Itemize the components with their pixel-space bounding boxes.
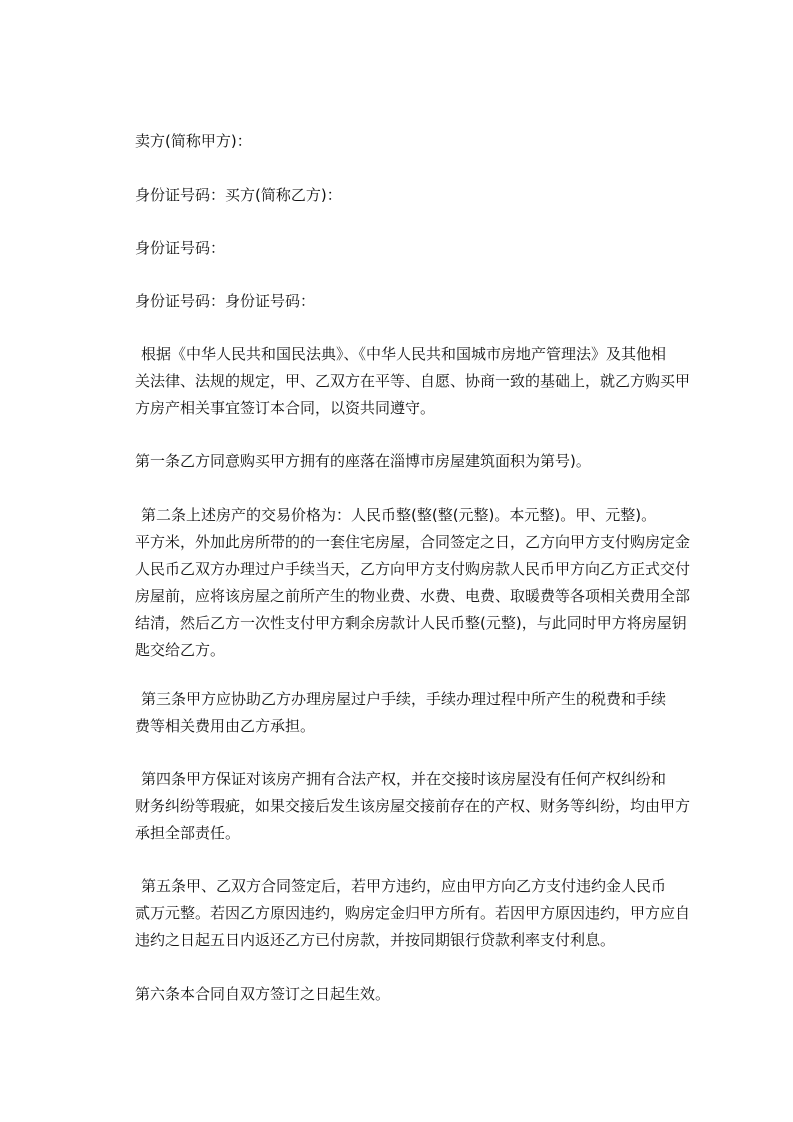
id-double-line: 身份证号码：身份证号码： bbox=[135, 292, 316, 310]
text-line: 第一条乙方同意购买甲方拥有的座落在淄博市房屋建筑面积为第号)。 bbox=[135, 452, 591, 470]
text-line: 费等相关费用由乙方承担。 bbox=[135, 717, 316, 735]
text-line: 根据《中华人民共和国民法典》、《中华人民共和国城市房地产管理法》及其他相 bbox=[141, 345, 667, 363]
text-line: 匙交给乙方。 bbox=[135, 641, 226, 659]
text-line: 人民币乙双方办理过户手续当天，乙方向甲方支付购房款人民币甲方向乙方正式交付 bbox=[135, 560, 691, 578]
text-line: 平方米，外加此房所带的的一套住宅房屋，合同签定之日，乙方向甲方支付购房定金 bbox=[135, 533, 691, 551]
text-line: 承担全部责任。 bbox=[135, 824, 241, 842]
text-line: 第二条上述房产的交易价格为：人民币整(整(整(元整)。本元整)。甲、元整)。 bbox=[141, 506, 657, 524]
text-line: 贰万元整。若因乙方原因违约，购房定金归甲方所有。若因甲方原因违约，甲方应自 bbox=[135, 904, 691, 922]
text-line: 第五条甲、乙双方合同签定后，若甲方违约，应由甲方向乙方支付违约金人民币 bbox=[141, 877, 667, 895]
article-2 bbox=[135, 502, 700, 664]
text-line: 第六条本合同自双方签订之日起生效。 bbox=[135, 985, 391, 1003]
text-line: 违约之日起五日内返还乙方已付房款，并按同期银行贷款利率支付利息。 bbox=[135, 931, 616, 949]
text-line: 第四条甲方保证对该房产拥有合法产权，并在交接时该房屋没有任何产权纠纷和 bbox=[141, 770, 667, 788]
id-buyer-line: 身份证号码：买方(简称乙方)： bbox=[135, 186, 342, 204]
text-line: 方房产相关事宜签订本合同，以资共同遵守。 bbox=[135, 399, 436, 417]
id-line: 身份证号码： bbox=[135, 239, 226, 257]
text-line: 结清，然后乙方一次性支付甲方剩余房款计人民币整(元整)，与此同时甲方将房屋钥 bbox=[135, 614, 687, 632]
text-line: 财务纠纷等瑕疵，如果交接后发生该房屋交接前存在的产权、财务等纠纷，均由甲方 bbox=[135, 797, 691, 815]
seller-line: 卖方(简称甲方)： bbox=[135, 132, 252, 150]
text-line: 第三条甲方应协助乙方办理房屋过户手续，手续办理过程中所产生的税费和手续 bbox=[141, 690, 667, 708]
preamble-paragraph bbox=[135, 341, 700, 422]
article-3 bbox=[135, 686, 700, 740]
article-4 bbox=[135, 766, 700, 847]
text-line: 房屋前，应将该房屋之前所产生的物业费、水费、电费、取暖费等各项相关费用全部 bbox=[135, 587, 691, 605]
article-5 bbox=[135, 873, 700, 954]
article-6 bbox=[135, 981, 700, 1008]
text-line: 关法律、法规的规定，甲、乙双方在平等、自愿、协商一致的基础上，就乙方购买甲 bbox=[135, 372, 691, 390]
article-1 bbox=[135, 448, 700, 475]
